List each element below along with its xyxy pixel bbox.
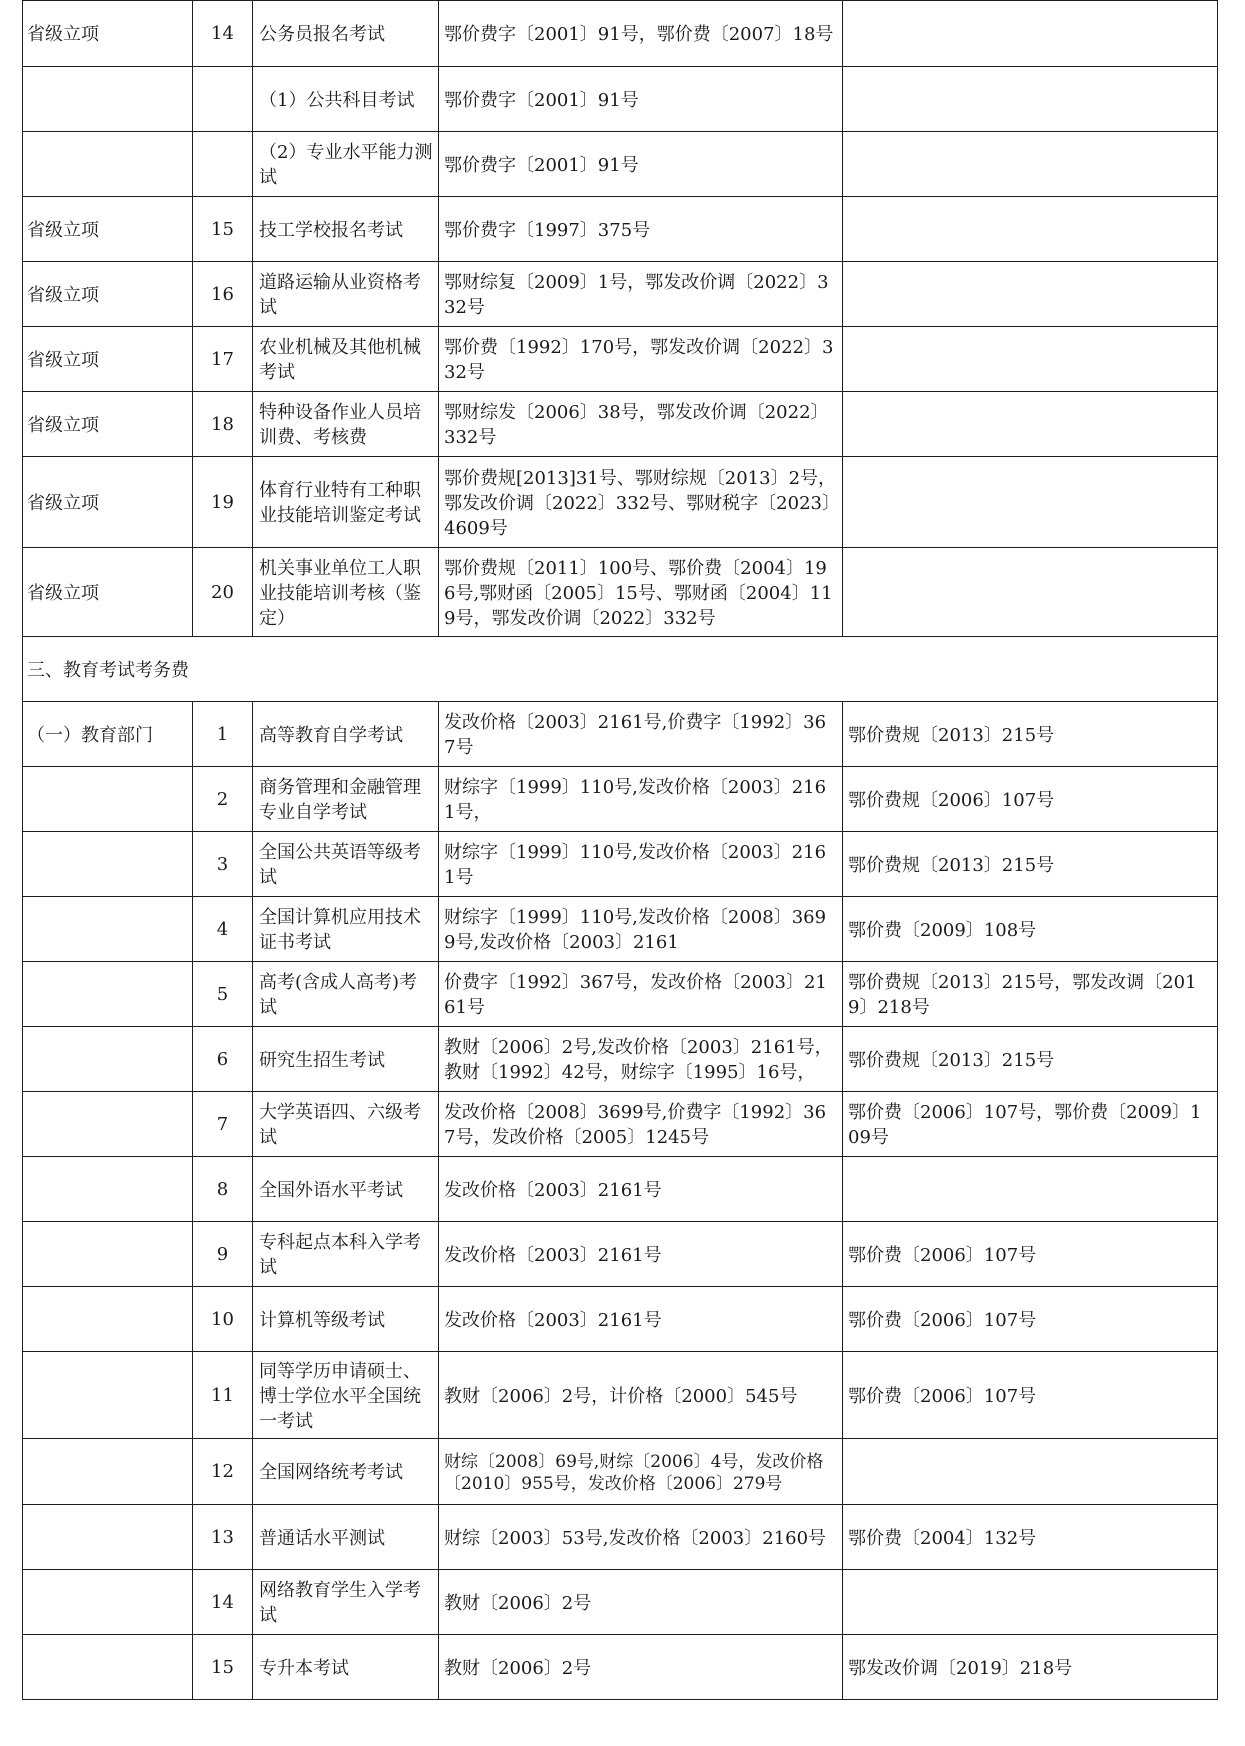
provincial-basis-cell: 鄂价费〔2006〕107号	[843, 1352, 1218, 1439]
provincial-basis-cell	[843, 67, 1218, 132]
number-cell: 18	[193, 392, 253, 457]
item-name-cell: 全国公共英语等级考试	[253, 832, 439, 897]
provincial-basis-cell	[843, 327, 1218, 392]
provincial-basis-cell: 鄂价费规〔2006〕107号	[843, 767, 1218, 832]
item-name-cell: 技工学校报名考试	[253, 197, 439, 262]
item-name-cell: 全国计算机应用技术证书考试	[253, 897, 439, 962]
fee-basis-table	[22, 0, 1218, 1700]
table-row	[23, 1635, 1218, 1700]
level-cell: 省级立项	[23, 1, 193, 67]
table-row	[23, 392, 1218, 457]
level-cell	[23, 67, 193, 132]
table-row	[23, 832, 1218, 897]
provincial-basis-cell: 鄂价费〔2006〕107号	[843, 1287, 1218, 1352]
item-name-cell: 计算机等级考试	[253, 1287, 439, 1352]
level-cell: 省级立项	[23, 197, 193, 262]
provincial-basis-cell	[843, 1, 1218, 67]
level-cell	[23, 1439, 193, 1505]
level-cell: 省级立项	[23, 327, 193, 392]
central-basis-cell: 财综〔2003〕53号,发改价格〔2003〕2160号	[439, 1505, 843, 1570]
level-cell: （一）教育部门	[23, 702, 193, 767]
central-basis-cell: 财综字〔1999〕110号,发改价格〔2003〕2161号，	[439, 767, 843, 832]
item-name-cell: 高考(含成人高考)考试	[253, 962, 439, 1027]
table-row	[23, 1287, 1218, 1352]
central-basis-cell: 发改价格〔2003〕2161号,价费字〔1992〕367号	[439, 702, 843, 767]
number-cell: 12	[193, 1439, 253, 1505]
central-basis-cell: 鄂价费规〔2011〕100号、鄂价费〔2004〕196号,鄂财函〔2005〕15号、鄂财函〔2004〕119号，鄂发改价调〔2022〕332号	[439, 548, 843, 637]
central-basis-cell: 鄂财综复〔2009〕1号，鄂发改价调〔2022〕332号	[439, 262, 843, 327]
table-row	[23, 767, 1218, 832]
central-basis-cell: 发改价格〔2003〕2161号	[439, 1157, 843, 1222]
table-row	[23, 327, 1218, 392]
level-cell	[23, 1157, 193, 1222]
provincial-basis-cell	[843, 457, 1218, 548]
number-cell	[193, 67, 253, 132]
central-basis-cell: 发改价格〔2003〕2161号	[439, 1222, 843, 1287]
provincial-basis-cell: 鄂价费〔2006〕107号，鄂价费〔2009〕109号	[843, 1092, 1218, 1157]
level-cell	[23, 132, 193, 197]
item-name-cell: 高等教育自学考试	[253, 702, 439, 767]
level-cell: 省级立项	[23, 392, 193, 457]
number-cell: 5	[193, 962, 253, 1027]
item-name-cell: 商务管理和金融管理专业自学考试	[253, 767, 439, 832]
item-name-cell: 网络教育学生入学考试	[253, 1570, 439, 1635]
level-cell	[23, 1570, 193, 1635]
number-cell: 19	[193, 457, 253, 548]
item-name-cell: （2）专业水平能力测试	[253, 132, 439, 197]
level-cell: 省级立项	[23, 262, 193, 327]
central-basis-cell: 教财〔2006〕2号	[439, 1635, 843, 1700]
fee-table-page	[22, 0, 1217, 1700]
level-cell	[23, 1027, 193, 1092]
number-cell: 7	[193, 1092, 253, 1157]
number-cell: 9	[193, 1222, 253, 1287]
table-row	[23, 897, 1218, 962]
central-basis-cell: 鄂价费字〔2001〕91号	[439, 67, 843, 132]
provincial-basis-cell	[843, 262, 1218, 327]
provincial-basis-cell: 鄂价费规〔2013〕215号	[843, 702, 1218, 767]
level-cell	[23, 767, 193, 832]
table-row	[23, 548, 1218, 637]
level-cell: 省级立项	[23, 548, 193, 637]
provincial-basis-cell: 鄂价费〔2009〕108号	[843, 897, 1218, 962]
item-name-cell: 大学英语四、六级考试	[253, 1092, 439, 1157]
level-cell	[23, 1635, 193, 1700]
number-cell: 3	[193, 832, 253, 897]
table-row	[23, 67, 1218, 132]
central-basis-cell: 鄂价费字〔2001〕91号，鄂价费〔2007〕18号	[439, 1, 843, 67]
item-name-cell: 同等学历申请硕士、博士学位水平全国统一考试	[253, 1352, 439, 1439]
number-cell: 4	[193, 897, 253, 962]
table-row	[23, 1352, 1218, 1439]
number-cell: 14	[193, 1570, 253, 1635]
table-row	[23, 1439, 1218, 1505]
level-cell	[23, 1222, 193, 1287]
table-row	[23, 1570, 1218, 1635]
provincial-basis-cell: 鄂价费规〔2013〕215号，鄂发改调〔2019〕218号	[843, 962, 1218, 1027]
level-cell	[23, 1352, 193, 1439]
item-name-cell: 体育行业特有工种职业技能培训鉴定考试	[253, 457, 439, 548]
number-cell: 20	[193, 548, 253, 637]
level-cell	[23, 1287, 193, 1352]
item-name-cell: 特种设备作业人员培训费、考核费	[253, 392, 439, 457]
provincial-basis-cell	[843, 392, 1218, 457]
provincial-basis-cell	[843, 197, 1218, 262]
central-basis-cell: 教财〔2006〕2号	[439, 1570, 843, 1635]
central-basis-cell: 鄂财综发〔2006〕38号，鄂发改价调〔2022〕332号	[439, 392, 843, 457]
item-name-cell: 全国网络统考考试	[253, 1439, 439, 1505]
item-name-cell: 全国外语水平考试	[253, 1157, 439, 1222]
provincial-basis-cell	[843, 1570, 1218, 1635]
level-cell	[23, 1092, 193, 1157]
number-cell: 8	[193, 1157, 253, 1222]
number-cell	[193, 132, 253, 197]
provincial-basis-cell	[843, 1157, 1218, 1222]
provincial-basis-cell: 鄂价费〔2004〕132号	[843, 1505, 1218, 1570]
central-basis-cell: 鄂价费字〔1997〕375号	[439, 197, 843, 262]
item-name-cell: 普通话水平测试	[253, 1505, 439, 1570]
table-row	[23, 1, 1218, 67]
level-cell	[23, 897, 193, 962]
level-cell	[23, 832, 193, 897]
provincial-basis-cell: 鄂价费规〔2013〕215号	[843, 1027, 1218, 1092]
table-row	[23, 702, 1218, 767]
item-name-cell: 道路运输从业资格考试	[253, 262, 439, 327]
item-name-cell: 专科起点本科入学考试	[253, 1222, 439, 1287]
provincial-basis-cell	[843, 548, 1218, 637]
table-row	[23, 132, 1218, 197]
number-cell: 17	[193, 327, 253, 392]
central-basis-cell: 财综〔2008〕69号,财综〔2006〕4号，发改价格〔2010〕955号，发改价格〔2006〕279号	[439, 1439, 843, 1505]
central-basis-cell: 教财〔2006〕2号,发改价格〔2003〕2161号，教财〔1992〕42号，财综字〔1995〕16号，	[439, 1027, 843, 1092]
number-cell: 13	[193, 1505, 253, 1570]
number-cell: 15	[193, 197, 253, 262]
item-name-cell: （1）公共科目考试	[253, 67, 439, 132]
central-basis-cell: 教财〔2006〕2号，计价格〔2000〕545号	[439, 1352, 843, 1439]
number-cell: 11	[193, 1352, 253, 1439]
number-cell: 15	[193, 1635, 253, 1700]
provincial-basis-cell	[843, 132, 1218, 197]
number-cell: 14	[193, 1, 253, 67]
table-row	[23, 1505, 1218, 1570]
provincial-basis-cell: 鄂价费规〔2013〕215号	[843, 832, 1218, 897]
table-row	[23, 262, 1218, 327]
table-row	[23, 1092, 1218, 1157]
central-basis-cell: 鄂价费字〔2001〕91号	[439, 132, 843, 197]
number-cell: 2	[193, 767, 253, 832]
number-cell: 10	[193, 1287, 253, 1352]
central-basis-cell: 鄂价费规[2013]31号、鄂财综规〔2013〕2号，鄂发改价调〔2022〕332号、鄂财税字〔2023〕4609号	[439, 457, 843, 548]
central-basis-cell: 财综字〔1999〕110号,发改价格〔2008〕3699号,发改价格〔2003〕2161	[439, 897, 843, 962]
provincial-basis-cell	[843, 1439, 1218, 1505]
provincial-basis-cell: 鄂发改价调〔2019〕218号	[843, 1635, 1218, 1700]
central-basis-cell: 发改价格〔2008〕3699号,价费字〔1992〕367号，发改价格〔2005〕1245号	[439, 1092, 843, 1157]
section-title: 三、教育考试考务费	[23, 637, 1218, 702]
number-cell: 1	[193, 702, 253, 767]
level-cell	[23, 962, 193, 1027]
item-name-cell: 专升本考试	[253, 1635, 439, 1700]
item-name-cell: 农业机械及其他机械考试	[253, 327, 439, 392]
table-row	[23, 1222, 1218, 1287]
number-cell: 16	[193, 262, 253, 327]
level-cell	[23, 1505, 193, 1570]
central-basis-cell: 价费字〔1992〕367号，发改价格〔2003〕2161号	[439, 962, 843, 1027]
table-row	[23, 1157, 1218, 1222]
table-row	[23, 457, 1218, 548]
central-basis-cell: 发改价格〔2003〕2161号	[439, 1287, 843, 1352]
number-cell: 6	[193, 1027, 253, 1092]
central-basis-cell: 鄂价费〔1992〕170号，鄂发改价调〔2022〕332号	[439, 327, 843, 392]
table-row	[23, 962, 1218, 1027]
section-header-row	[23, 637, 1218, 702]
level-cell: 省级立项	[23, 457, 193, 548]
table-row	[23, 197, 1218, 262]
item-name-cell: 研究生招生考试	[253, 1027, 439, 1092]
item-name-cell: 公务员报名考试	[253, 1, 439, 67]
central-basis-cell: 财综字〔1999〕110号,发改价格〔2003〕2161号	[439, 832, 843, 897]
provincial-basis-cell: 鄂价费〔2006〕107号	[843, 1222, 1218, 1287]
table-row	[23, 1027, 1218, 1092]
item-name-cell: 机关事业单位工人职业技能培训考核（鉴定）	[253, 548, 439, 637]
